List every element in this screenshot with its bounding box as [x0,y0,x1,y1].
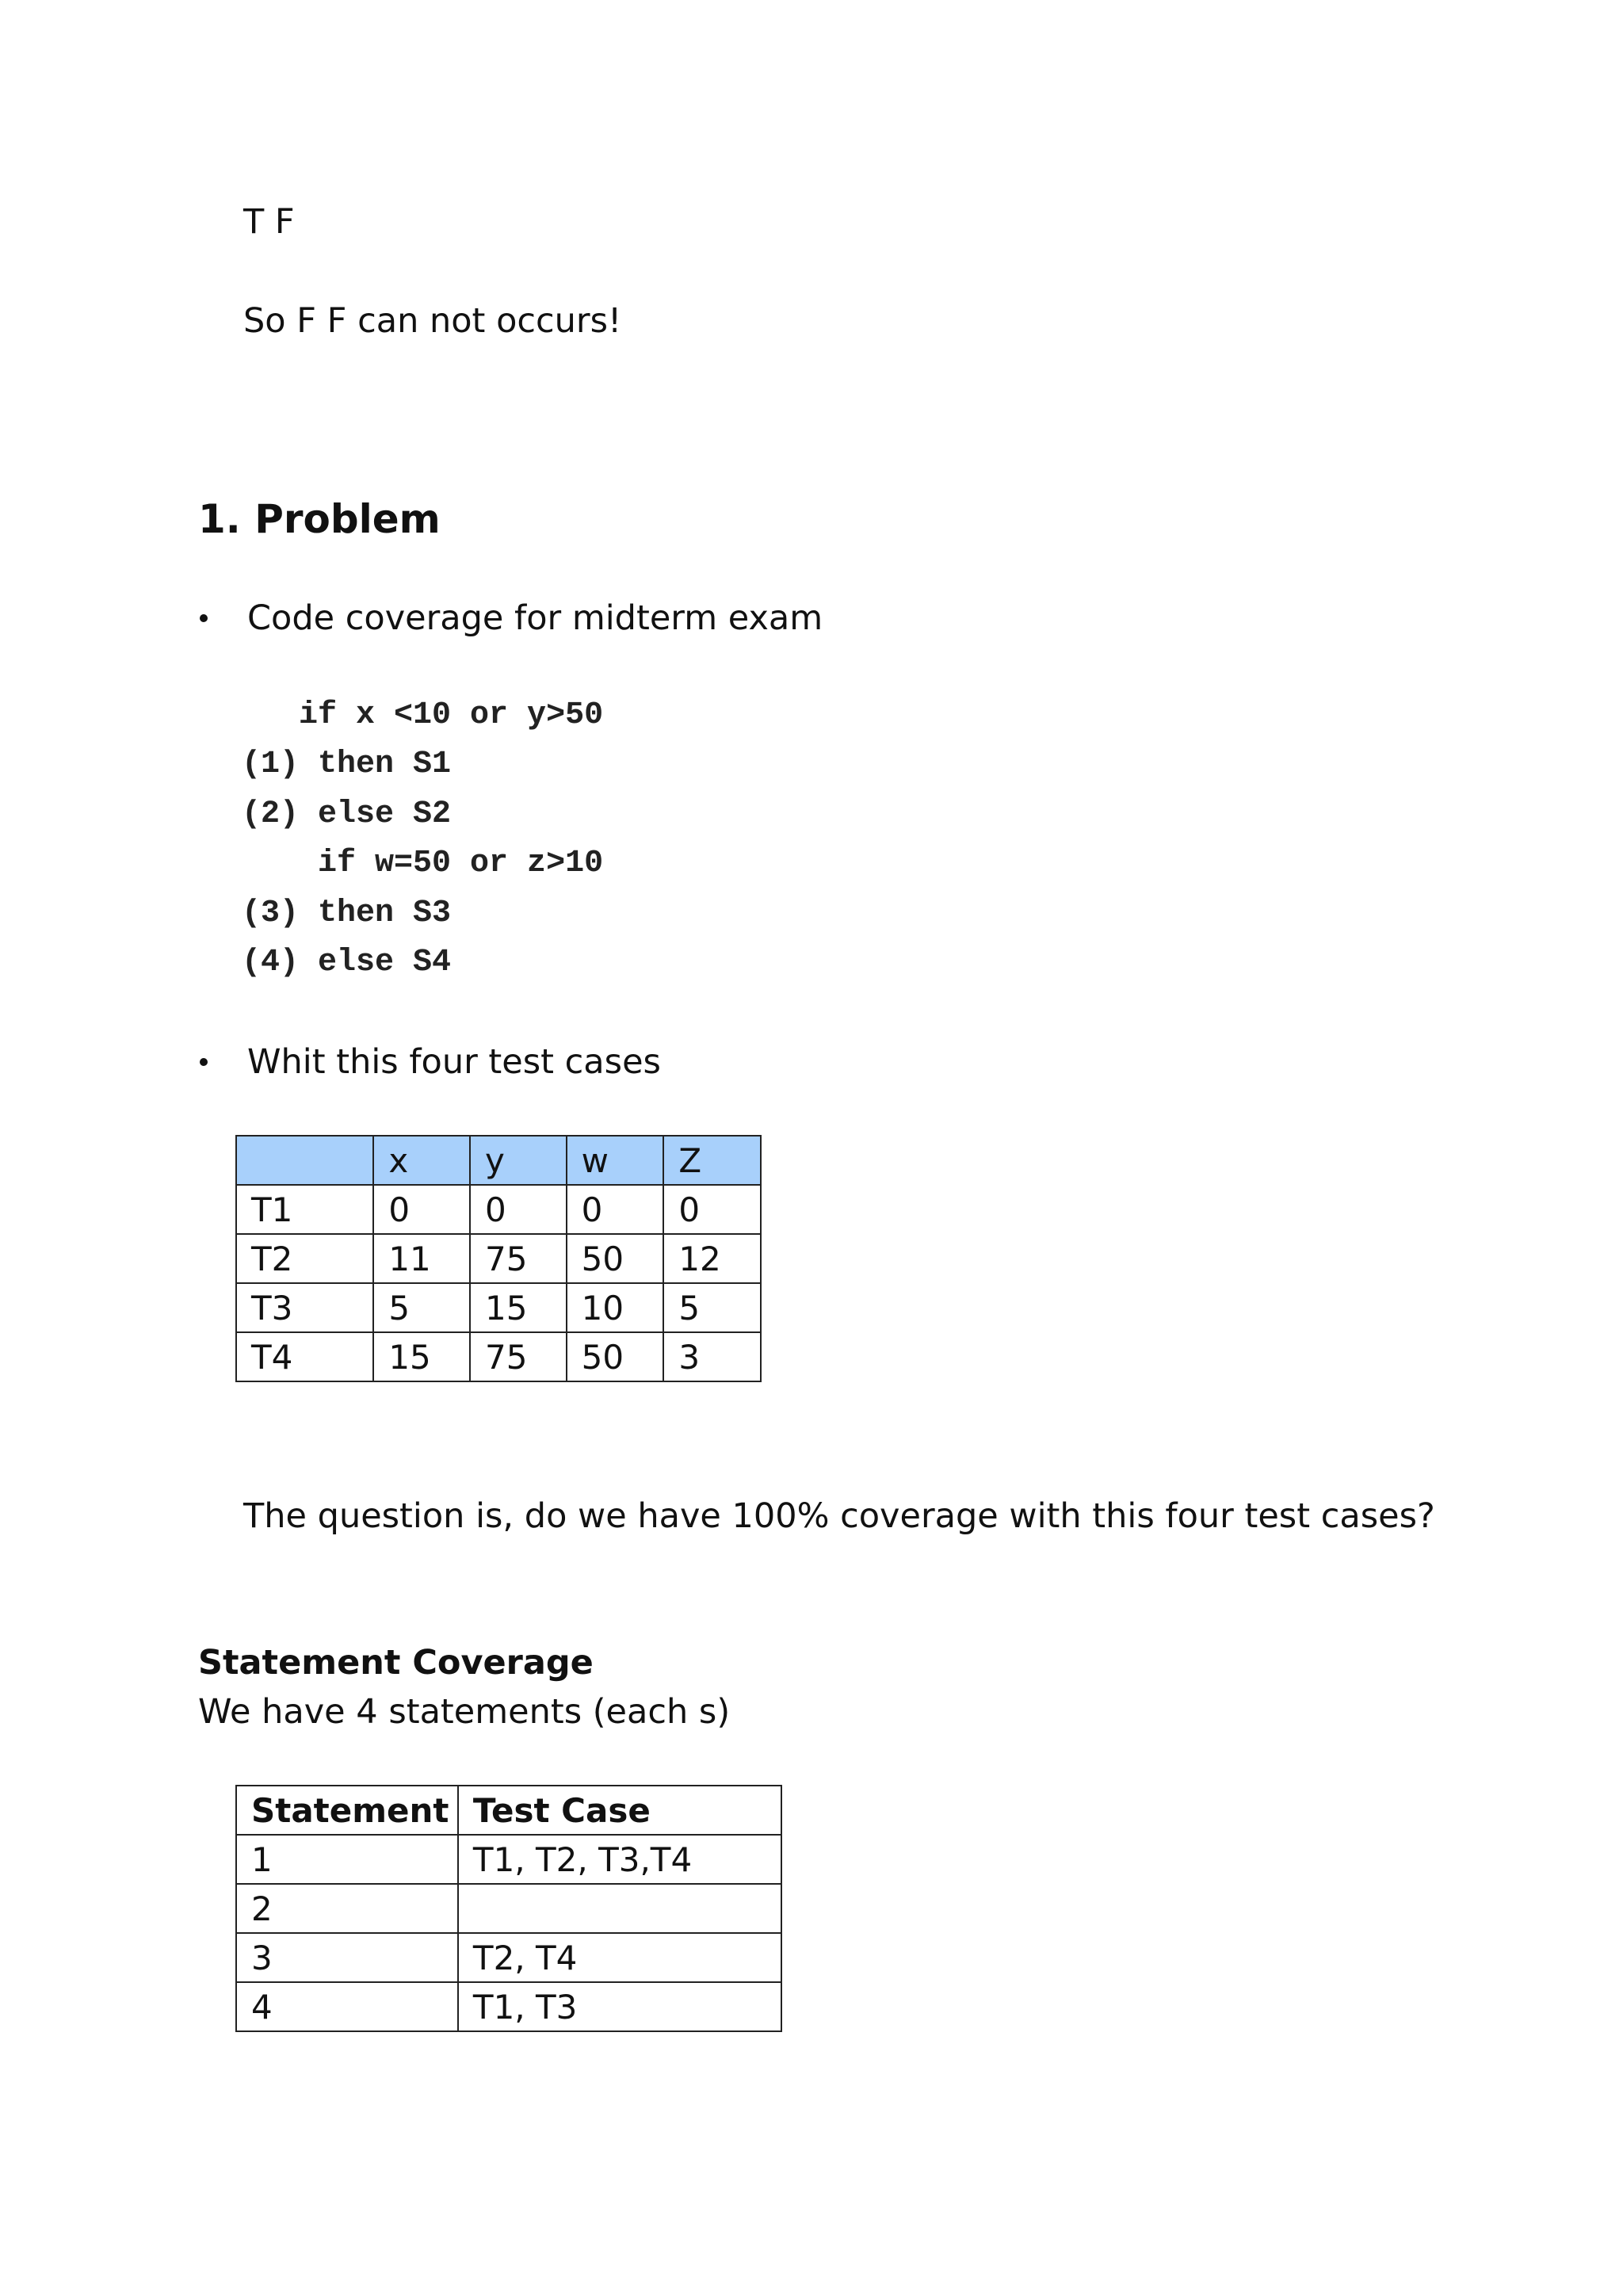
bullet-icon [200,1058,208,1066]
table-cell: T1, T3 [458,1982,781,2031]
table-cell: 50 [567,1332,664,1381]
bullet-icon [200,614,208,622]
table-cell: 75 [470,1234,567,1283]
table-header-cell: w [567,1136,664,1185]
table-cell: 5 [373,1283,470,1332]
code-line: (1) then S1 [242,747,452,782]
statement-coverage-table [235,1785,782,2032]
bullet-text-test-cases: Whit this four test cases [247,1042,661,1082]
table-header-row [236,1136,761,1185]
truth-line: T F [243,202,295,242]
table-cell: 50 [567,1234,664,1283]
table-cell: 15 [470,1283,567,1332]
table-row [236,1982,781,2031]
table-cell: 0 [567,1185,664,1234]
table-row [236,1884,781,1933]
table-cell: T2, T4 [458,1933,781,1982]
table-cell: 0 [470,1185,567,1234]
table-row [236,1835,781,1884]
table-header-cell: y [470,1136,567,1185]
code-line: if w=50 or z>10 [242,846,604,881]
bullet-text-code-coverage: Code coverage for midterm exam [247,598,823,638]
table-cell: 10 [567,1283,664,1332]
table-header-cell: x [373,1136,470,1185]
table-cell: 75 [470,1332,567,1381]
question-text: The question is, do we have 100% coverage with this four test cases? [243,1496,1435,1536]
section-title: 1. Problem [198,496,441,542]
table-cell: 3 [236,1933,458,1982]
table-cell: 0 [373,1185,470,1234]
table-cell: 4 [236,1982,458,2031]
table-row [236,1185,761,1234]
table-row [236,1283,761,1332]
code-line: (2) else S2 [242,797,452,832]
table-cell: 5 [663,1283,761,1332]
statement-coverage-title: Statement Coverage [198,1643,594,1683]
table-cell: 0 [663,1185,761,1234]
table-cell: T1 [236,1185,373,1234]
code-line: if x <10 or y>50 [242,697,604,733]
table-cell: T3 [236,1283,373,1332]
statement-coverage-description: We have 4 statements (each s) [198,1692,731,1732]
code-line: (4) else S4 [242,945,452,980]
table-header-cell: Statement [236,1786,458,1835]
table-header-cell: Z [663,1136,761,1185]
table-cell: 3 [663,1332,761,1381]
table-cell: 12 [663,1234,761,1283]
code-line: (3) then S3 [242,896,452,931]
table-cell: T1, T2, T3,T4 [458,1835,781,1884]
table-cell: T4 [236,1332,373,1381]
table-cell: 11 [373,1234,470,1283]
table-cell: 2 [236,1884,458,1933]
table-row [236,1332,761,1381]
table-cell: T2 [236,1234,373,1283]
test-cases-table [235,1135,762,1382]
table-cell: 1 [236,1835,458,1884]
table-cell: 15 [373,1332,470,1381]
table-row [236,1933,781,1982]
table-row [236,1234,761,1283]
table-header-cell: Test Case [458,1786,781,1835]
conclusion-text: So F F can not occurs! [243,301,622,341]
table-cell [458,1884,781,1933]
table-header-cell [236,1136,373,1185]
table-header-row [236,1786,781,1835]
